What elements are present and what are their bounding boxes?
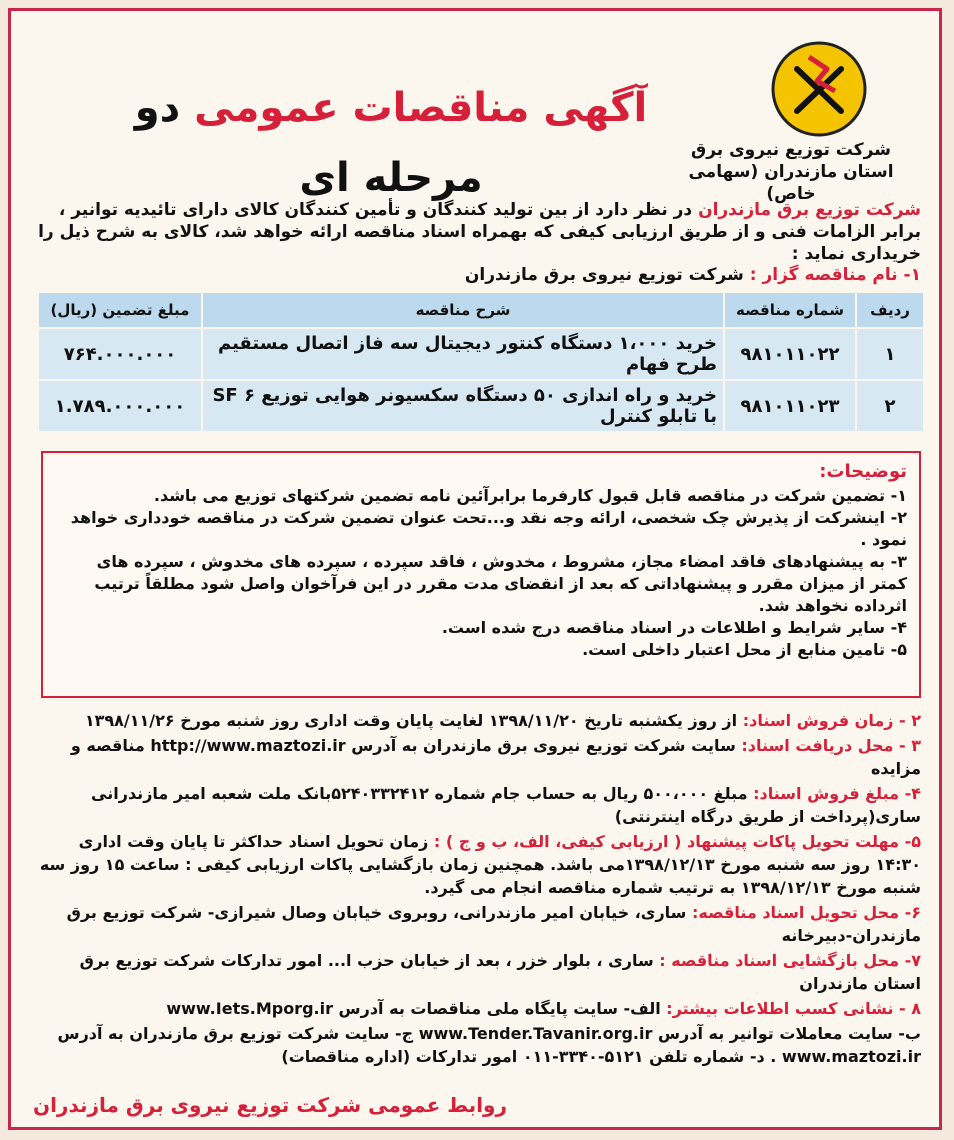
tender-notice [8, 8, 942, 1130]
detail-item [29, 734, 921, 780]
detail-text: ساری، خیابان امیر مازندرانی، روبروی خیابان وصال شیرازی- شرکت توزیع برق مازندران-دبیرخانه [66, 903, 921, 945]
detail-item [29, 997, 921, 1020]
detail-text: الف- سایت پایگاه ملی مناقصات به آدرس www.Iets.Mporg.ir [166, 999, 667, 1018]
headline-sub: دو مرحله ای [134, 85, 483, 201]
detail-text: ساری ، بلوار خزر ، بعد از خیابان حزب ا... امور تدارکات شرکت توزیع برق استان مازندران [79, 951, 921, 993]
note-item: ۱- تضمین شرکت در مناقصه قابل قبول کارفرما برابرآئین نامه تضمین شرکتهای توزیع می باشد. [153, 486, 907, 505]
intro-text: در نظر دارد از بین تولید کنندگان و تأمین کنندگان کالای دارای تائیدیه توانیر ، برابر الزامات فنی و از طریق ارزیابی کیفی که بهمراه اسناد مناقصه ارائه خواهد شد، کالای به شرح ذیل را خریداری نماید : [38, 200, 921, 264]
notes-title: توضیحات: [819, 461, 907, 482]
detail-label: ۷- محل بازگشایی اسناد مناقصه : [659, 951, 921, 970]
cell-row: ۲ [856, 380, 923, 431]
cell-description: خرید و راه اندازی ۵۰ دستگاه سکسیونر هوایی توزیع SF ۶ با تابلو کنترل [202, 380, 724, 431]
intro-paragraph [29, 199, 921, 265]
headline-main: آگهی مناقصات عمومی [194, 85, 648, 131]
table-row [38, 380, 923, 431]
detail-text: از روز یکشنبه تاریخ ۱۳۹۸/۱۱/۲۰ لغایت پایان وقت اداری روز شنبه مورخ ۱۳۹۸/۱۱/۲۶ [84, 711, 743, 730]
header-tender-number: شماره مناقصه [724, 293, 856, 328]
note-item: ۴- سایر شرایط و اطلاعات در اسناد مناقصه درج شده است. [441, 618, 907, 637]
electric-utility-logo-icon [769, 39, 869, 139]
header-row-number: ردیف [856, 293, 923, 328]
tender-table [37, 293, 923, 431]
detail-item [29, 901, 921, 947]
detail-item [29, 709, 921, 732]
detail-label: ۲ - زمان فروش اسناد: [742, 711, 921, 730]
table-header-row [38, 293, 923, 328]
detail-text: زمان تحویل اسناد حداکثر تا پایان وقت اداری ۱۴:۳۰ روز سه شنبه مورخ ۱۳۹۸/۱۲/۱۳می باشد. همچنین زمان بازگشایی پاکات ارزیابی کیفی : ساعت ۱۵ روز سه شنبه مورخ ۱۳۹۸/۱۲/۱۳ به ترتیب شماره مناقصه انجام می گیرد. [39, 832, 921, 897]
detail-text: ب- سایت معاملات توانیر به آدرس www.Tender.Tavanir.org.ir ج- سایت شرکت توزیع برق مازندران به آدرس www.maztozi.ir . د- شماره تلفن ۵۱۲۱-۳۳۴۰-۰۱۱ امور تدارکات (اداره مناقصات) [57, 1024, 921, 1066]
organizer-label: ۱- نام مناقصه گزار : [749, 265, 921, 285]
table-row [38, 328, 923, 380]
cell-number: ۹۸۱۰۱۱۰۲۲ [724, 328, 856, 380]
note-item: ۵- تامین منابع از محل اعتبار داخلی است. [582, 640, 907, 659]
company-region: استان مازندران (سهامی خاص) [688, 162, 894, 204]
detail-text: مبلغ ۵۰۰،۰۰۰ ریال به حساب جام شماره ۵۲۴۰۳۳۲۴۱۲بانک ملت شعبه امیر مازندرانی ساری(پرداخت از طریق درگاه اینترنتی) [91, 784, 921, 826]
detail-text: سایت شرکت توزیع نیروی برق مازندران به آدرس http://www.maztozi.ir مناقصه و مزایده [70, 736, 921, 778]
detail-label: ۸ - نشانی کسب اطلاعات بیشتر: [666, 999, 921, 1018]
detail-label: ۶- محل تحویل اسناد مناقصه: [691, 903, 921, 922]
cell-number: ۹۸۱۰۱۱۰۲۳ [724, 380, 856, 431]
detail-label: ۵- مهلت تحویل پاکات پیشنهاد ( ارزیابی کیفی، الف، ب و ج ) : [433, 832, 921, 851]
company-name: شرکت توزیع نیروی برق [691, 140, 891, 160]
footer-signature: روابط عمومی شرکت توزیع نیروی برق مازندران [33, 1093, 507, 1117]
detail-item [29, 949, 921, 995]
detail-label: ۳ - محل دریافت اسناد: [741, 736, 921, 755]
intro-lead: شرکت توزیع برق مازندران [698, 200, 921, 220]
detail-item [29, 1022, 921, 1068]
notes-box [41, 451, 921, 698]
page-title [111, 73, 671, 201]
cell-guarantee: ۱.۷۸۹.۰۰۰.۰۰۰ [38, 380, 202, 431]
header-guarantee: مبلغ تضمین (ریال) [38, 293, 202, 328]
organizer-value: شرکت توزیع نیروی برق مازندران [464, 265, 750, 285]
cell-guarantee: ۷۶۴.۰۰۰.۰۰۰ [38, 328, 202, 380]
cell-row: ۱ [856, 328, 923, 380]
detail-item [29, 830, 921, 899]
details-section [29, 709, 921, 1070]
note-item: ۳- به پیشنهادهای فاقد امضاء مجاز، مشروط ، مخدوش ، فاقد سپرده ، سپرده های مخدوش ، سپرده های کمتر از میزان مقرر و پیشنهاداتی که بعد از انقضای مدت مقرر در این فرآخوان واصل شود مطلقاً ترتیب اثرداده نخواهد شد. [94, 552, 907, 615]
cell-description: خرید ۱،۰۰۰ دستگاه کنتور دیجیتال سه فاز اتصال مستقیم طرح فهام [202, 328, 724, 380]
note-item: ۲- اینشرکت از پذیرش چک شخصی، ارائه وجه نقد و...تحت عنوان تضمین شرکت در مناقصه خودداری خواهد نمود . [70, 508, 907, 549]
detail-item [29, 782, 921, 828]
header-description: شرح مناقصه [202, 293, 724, 328]
detail-label: ۴- مبلغ فروش اسناد: [753, 784, 921, 803]
company-header [661, 139, 921, 205]
organizer [29, 265, 921, 285]
